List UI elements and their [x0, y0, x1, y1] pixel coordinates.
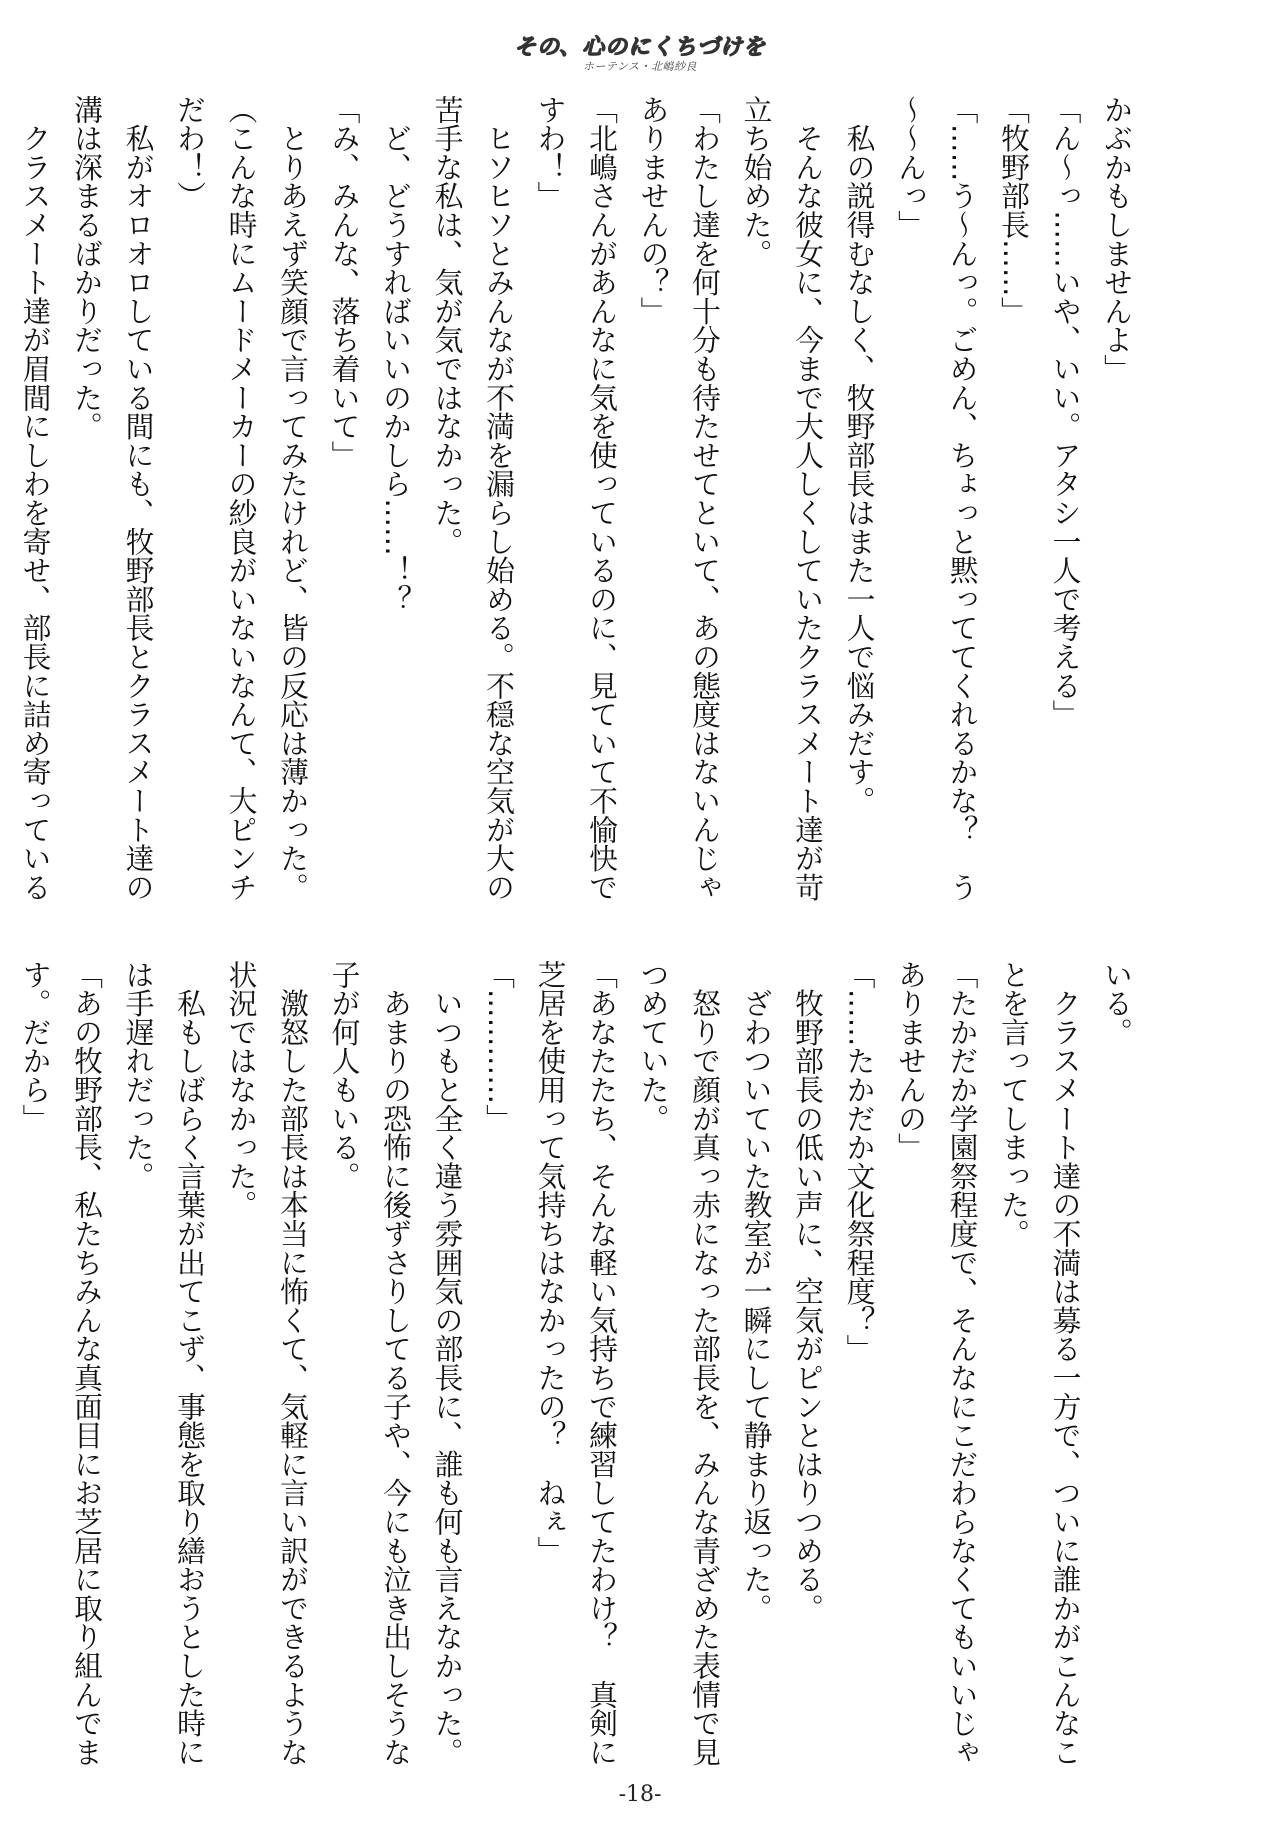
- text-line: 「牧野部長……」: [997, 95, 1031, 326]
- text-line: 私の説得むなしく、牧野部長はまた一人で悩みだす。: [842, 95, 877, 815]
- bottom-text-block: [18, 960, 1142, 1770]
- text-line: 「あの牧野部長、私たちみんな真面目にお芝居に取り組んでます。だから」: [18, 960, 104, 1767]
- header-subtitle: ホーテンス・北嶋紗良: [582, 60, 698, 73]
- text-line: あまりの恐怖に後ずさりしてる子や、今にも泣き出しそうな子が何人もいる。: [327, 960, 413, 1767]
- page-number: -18-: [618, 1782, 662, 1807]
- text-line: 「あなたたち、そんな軽い気持ちで練習してたわけ？ 真剣に芝居を使用って気持ちはなかったの？ ねぇ」: [533, 960, 619, 1767]
- text-line: 「……う〜んっ。ごめん、ちょっと黙っててくれるかな？ う〜〜んっ」: [894, 95, 980, 902]
- text-line: 「ん〜っ……いや、いい。アタシ一人で考える」: [1048, 95, 1083, 729]
- text-line: ど、どうすればいいのかしら……！？: [379, 95, 413, 614]
- header-title: その、心のにくちづけを: [514, 34, 766, 60]
- text-line: ヒソヒソとみんなが不満を漏らし始める。不穏な空気が大の苦手な私は、気が気ではなかった。: [430, 95, 516, 902]
- text-line: クラスメート達の不満は募る一方で、ついに誰かがこんなことを言ってしまった。: [997, 960, 1083, 1767]
- text-line: いつもと全く違う雰囲気の部長に、誰も何も言えなかった。: [430, 960, 465, 1767]
- text-line: [0, 960, 9, 1770]
- text-line: かぶかもしませんよ」: [1100, 95, 1134, 383]
- text-line: 私もしばらく言葉が出てこず、事態を取り繕おうとした時には手遅れだった。: [121, 960, 207, 1767]
- text-line: クラスメート達が眉間にしわを寄せ、部長に詰め寄っている: [18, 123, 53, 902]
- text-line: 「わたし達を何十分も待たせてといて、あの態度はないんじゃありませんの？」: [636, 95, 722, 902]
- text-line: 「北嶋さんがあんなに気を使っているのに、見ていて不愉快ですわ！」: [533, 95, 619, 902]
- text-line: とりあえず笑顔で言ってみたけれど、皆の反応は薄かった。: [276, 95, 310, 902]
- text-line: 怒りで顔が真っ赤になった部長を、みんな青ざめた表情で見つめていた。: [636, 960, 722, 1767]
- top-text-block: [18, 95, 1142, 905]
- text-line: そんな彼女に、今まで大人しくしていたクラスメート達が苛立ち始めた。: [739, 95, 825, 902]
- text-line: 「み、みんな、落ち着いて」: [327, 95, 362, 470]
- text-line: ざわついていた教室が一瞬にして静まり返った。: [739, 960, 774, 1623]
- text-line: いる。: [1100, 960, 1134, 1047]
- text-line: （こんな時にムードメーカーの紗良がいないなんて、大ピンチだわ！）: [173, 95, 259, 902]
- text-line: 激怒した部長は本当に怖くて、気軽に言い訳ができるような状況ではなかった。: [224, 960, 310, 1767]
- text-line: 私がオロオロしている間にも、牧野部長とクラスメート達の溝は深まるばかりだった。: [70, 95, 156, 902]
- header-logo: [514, 34, 766, 90]
- text-line: 「……たかだか文化祭程度？」: [842, 960, 877, 1364]
- text-line: 「たかだか学園祭程度で、そんなにこだわらなくてもいいじゃありませんの」: [894, 960, 980, 1767]
- text-line: 「…………」: [482, 960, 516, 1133]
- text-line: 牧野部長の低い声に、空気がピンとはりつめる。: [791, 960, 825, 1623]
